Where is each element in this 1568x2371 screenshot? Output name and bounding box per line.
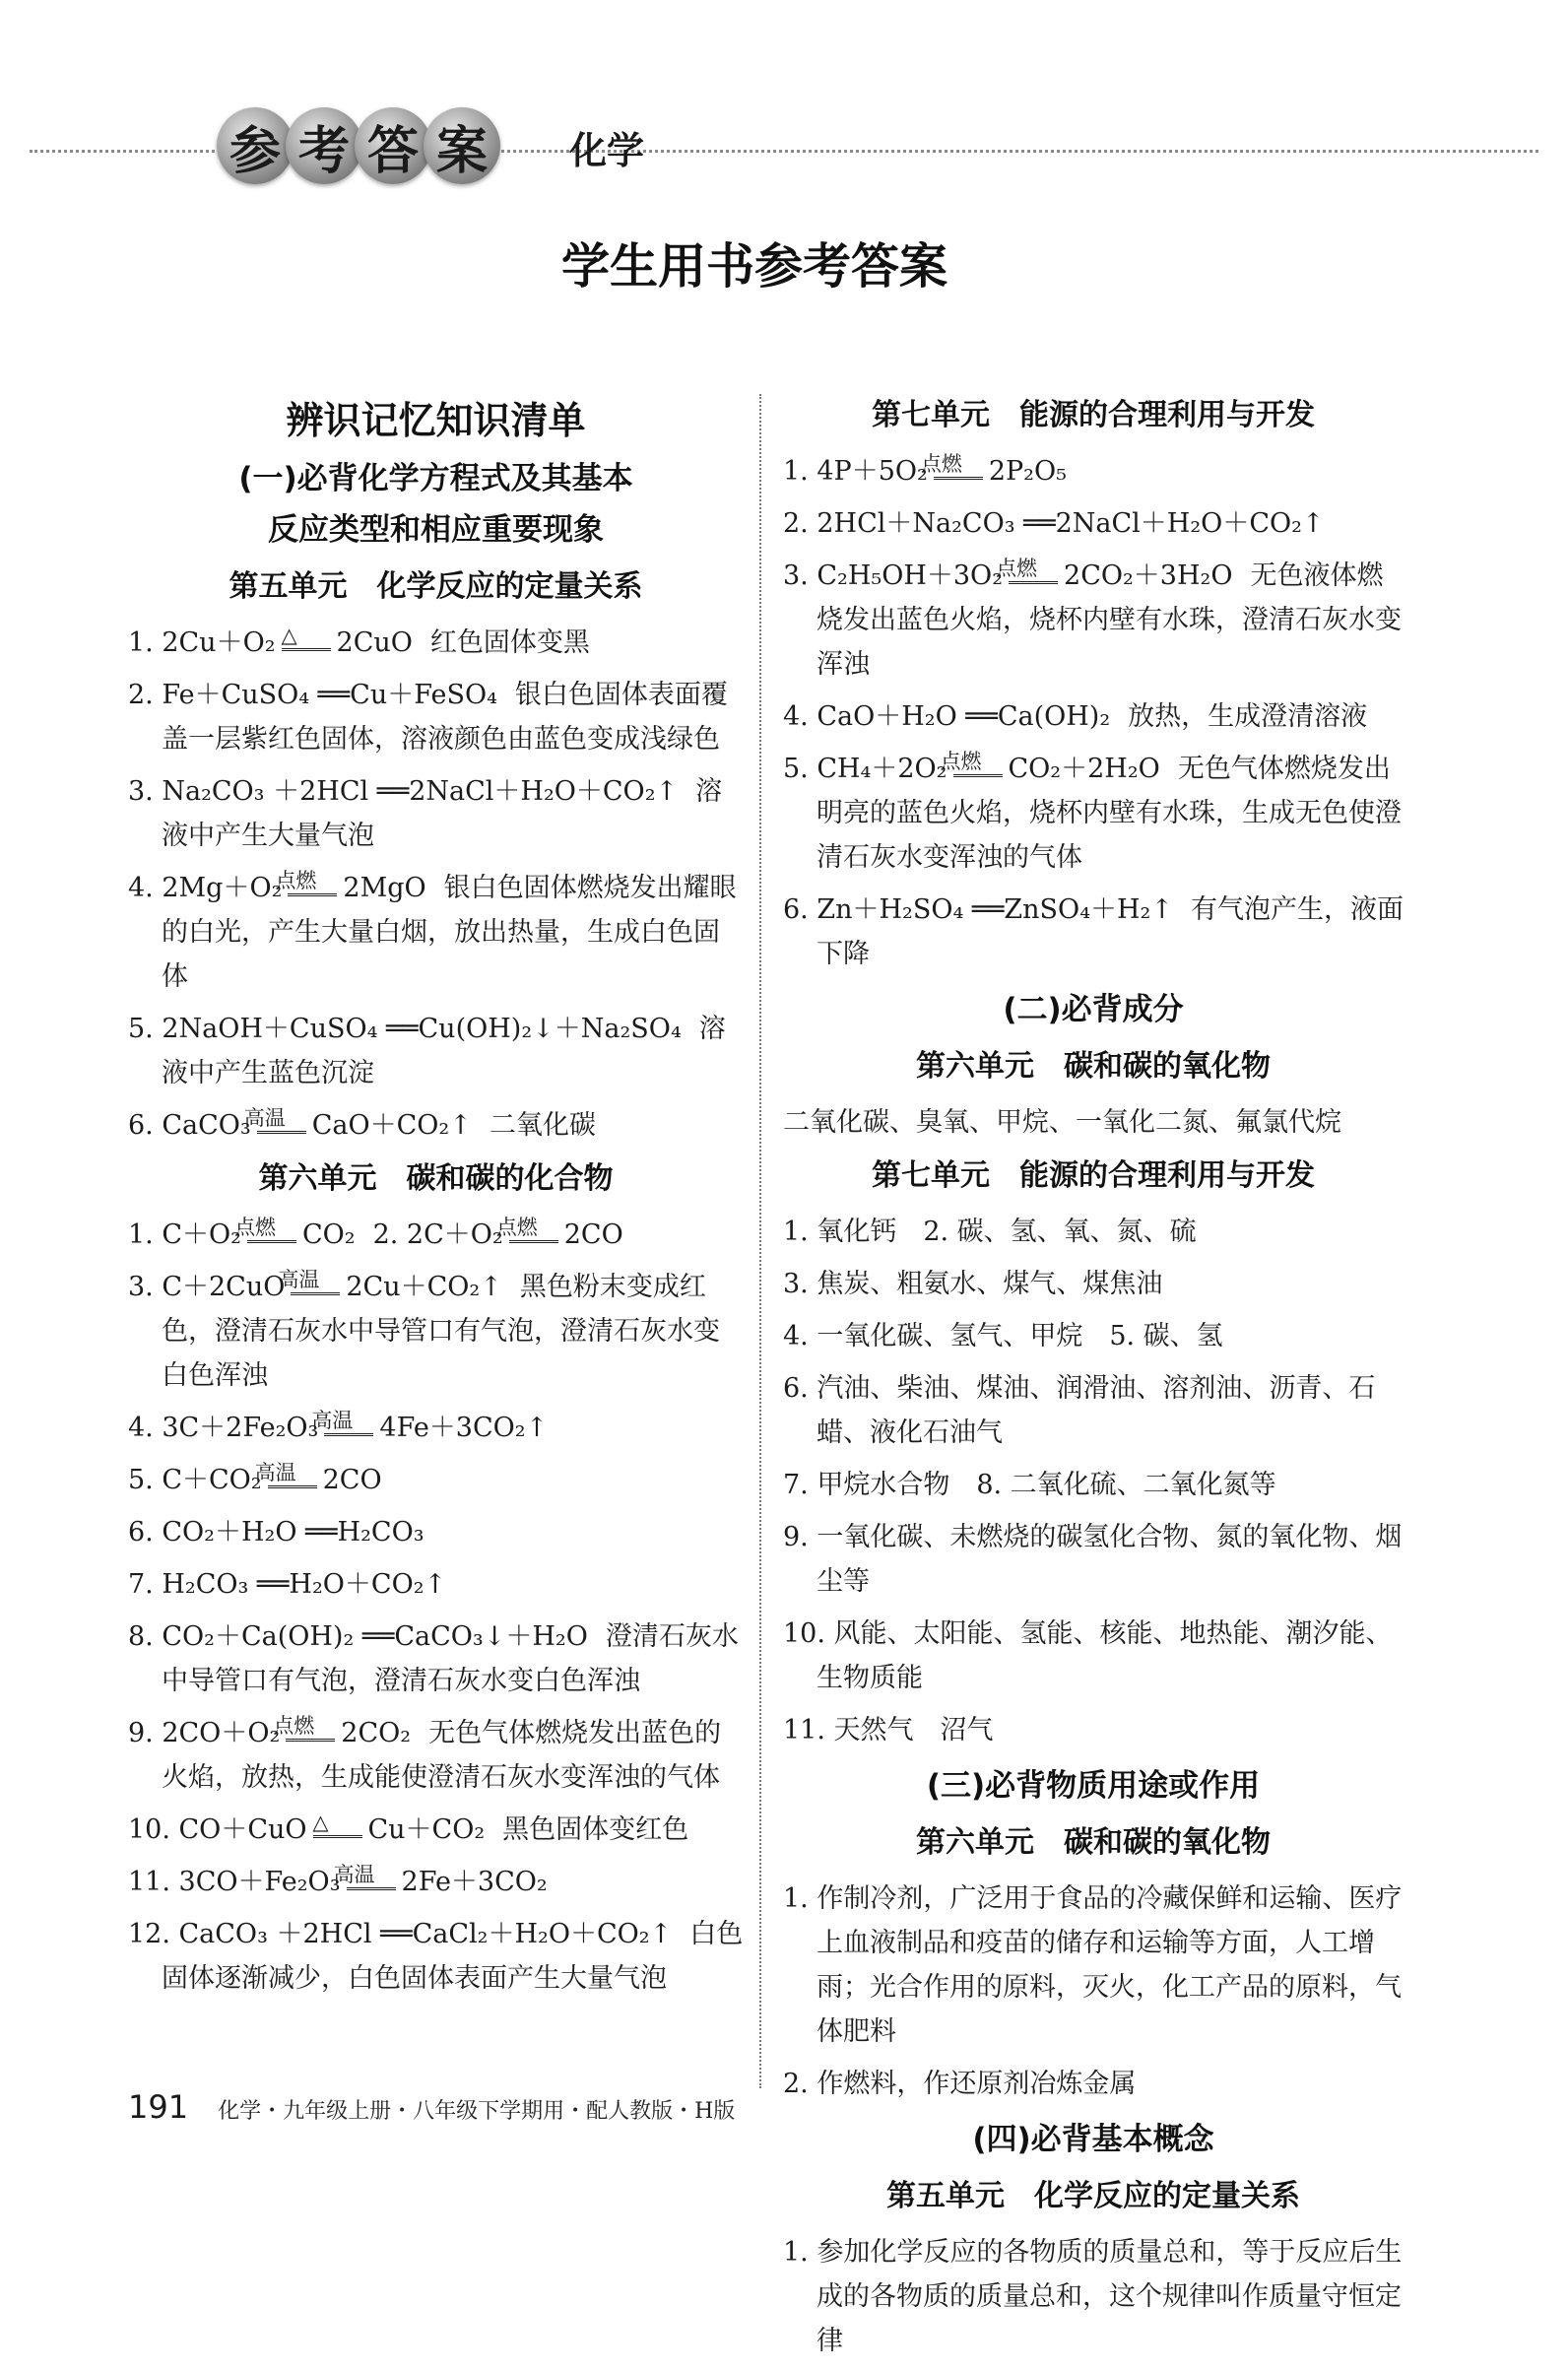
column-divider: [759, 394, 761, 2088]
equation-reactants: 3. C＋2CuO: [128, 1272, 286, 1302]
equation-reactants: 9. 2CO＋O₂: [128, 1718, 281, 1748]
phenomenon: 无色液体燃烧发出蓝色火焰，烧杯内壁有水珠，澄清石灰水变浑浊: [817, 560, 1402, 680]
equation-reactants: 5. CH₄＋2O₂: [783, 754, 947, 784]
equation-entry: [128, 673, 744, 761]
part4-heading: (四)必背基本概念: [972, 2122, 1214, 2157]
answer-key-logo: [217, 99, 492, 193]
reaction-condition: 点燃: [247, 1218, 296, 1243]
equation: 6. Zn＋H₂SO₄ ══ZnSO₄＋H₂↑: [783, 894, 1174, 925]
equation-reactants: 1. 2Cu＋O₂: [128, 627, 276, 658]
phenomenon: 放热，生成澄清溶液: [1128, 701, 1368, 732]
equation-entry: [128, 1562, 744, 1607]
equation-entry: [128, 1406, 744, 1450]
page-number: 191: [128, 2088, 189, 2126]
equation-products: 2CO₂: [341, 1718, 412, 1748]
page-footer: [128, 2088, 1408, 2128]
answer-item: 11. 天然气 沼气: [783, 1715, 994, 1745]
reaction-condition: 点燃: [1009, 559, 1058, 584]
book-info: 化学・九年级上册・八年级下学期用・配人教版・H版: [218, 2099, 736, 2124]
answer-item: 1. 作制冷剂，广泛用于食品的冷藏保鲜和运输、医疗上血液制品和疫苗的储存和运输等方面，人工增雨；光合作用的原料，灭火，化工产品的原料，气体肥料: [783, 1883, 1403, 2047]
equation-reactants: 5. C＋CO₂: [128, 1465, 262, 1495]
equation-entry: [128, 1912, 744, 2001]
equation-entry: [128, 1510, 744, 1554]
phenomenon: 二氧化碳: [489, 1110, 596, 1141]
part2-heading: (二)必背成分: [1003, 992, 1184, 1027]
equation-entry: [783, 694, 1404, 739]
equation-products: 2CuO: [336, 627, 413, 658]
phenomenon: 银白色固体燃烧发出耀眼的白光，产生大量白烟，放出热量，生成白色固体: [162, 873, 737, 992]
phenomenon: 有气泡产生，液面下降: [817, 894, 1405, 969]
reaction-condition: 高温: [291, 1270, 340, 1295]
part3-unit-title: 第六单元 碳和碳的氧化物: [916, 1825, 1271, 1860]
phenomenon: 白色固体逐渐减少，白色固体表面产生大量气泡: [162, 1919, 744, 1994]
equation-reactants: 4. 3C＋2Fe₂O₃: [128, 1413, 319, 1443]
equation: 3. Na₂CO₃ ＋2HCl ══2NaCl＋H₂O＋CO₂↑: [128, 776, 679, 807]
phenomenon: 溶液中产生蓝色沉淀: [162, 1014, 726, 1088]
answer-item: 9. 一氧化碳、未燃烧的碳氢化合物、氮的氧化物、烟尘等: [783, 1522, 1403, 1597]
reaction-condition: 点燃: [953, 752, 1003, 777]
equation-entry: [128, 1860, 744, 1904]
logo-char-1: 参: [217, 107, 294, 184]
equation-entry: [128, 1458, 744, 1502]
equation: 5. 2NaOH＋CuSO₄ ══Cu(OH)₂↓＋Na₂SO₄: [128, 1014, 682, 1044]
equation-entry: [783, 554, 1404, 687]
answer-item: 1. 氧化钙 2. 碳、氢、氧、氮、硫: [783, 1217, 1197, 1247]
answer-item: 6. 汽油、柴油、煤油、润滑油、溶剂油、沥青、石蜡、液化石油气: [783, 1373, 1376, 1448]
equation: 4. CaO＋H₂O ══Ca(OH)₂: [783, 701, 1111, 732]
part2-unit7-title: 第七单元 能源的合理利用与开发: [872, 1158, 1315, 1193]
left-column: [128, 392, 744, 2009]
equation-reactants: 1. 4P＋5O₂: [783, 456, 928, 487]
phenomenon: 溶液中产生大量气泡: [162, 776, 723, 851]
equation-entry: [128, 1103, 744, 1148]
equation-products: 2CO: [563, 1219, 623, 1250]
phenomenon: 银白色固体表面覆盖一层紫红色固体，溶液颜色由蓝色变成浅绿色: [162, 680, 728, 755]
equation-reactants: 2. 2C＋O₂: [372, 1219, 503, 1250]
part3-heading: (三)必背物质用途或作用: [926, 1768, 1261, 1804]
phenomenon: 无色气体燃烧发出蓝色的火焰，放热，生成能使澄清石灰水变浑浊的气体: [162, 1718, 722, 1793]
reaction-condition: 高温: [324, 1411, 373, 1436]
equation-entry: [783, 449, 1404, 494]
reaction-condition: 高温: [257, 1108, 306, 1134]
answer-item: 2. 作燃料，作还原剂冶炼金属: [783, 2069, 1137, 2099]
subsection-heading-line2: 反应类型和相应重要现象: [268, 512, 604, 548]
equation-products: 2Fe＋3CO₂: [401, 1867, 548, 1897]
reaction-condition: 点燃: [509, 1218, 558, 1243]
section-heading: 辨识记忆知识清单: [286, 399, 586, 442]
equation: 2. 2HCl＋Na₂CO₃ ══2NaCl＋H₂O＋CO₂↑: [783, 508, 1325, 539]
reaction-condition: △: [313, 1812, 362, 1838]
equation-products: 2Cu＋CO₂↑: [346, 1272, 502, 1302]
equation: 8. CO₂＋Ca(OH)₂ ══CaCO₃↓＋H₂O: [128, 1621, 588, 1652]
equation-reactants: 4. 2Mg＋O₂: [128, 873, 283, 903]
page-title: 学生用书参考答案: [560, 238, 947, 295]
equation: 7. H₂CO₃ ══H₂O＋CO₂↑: [128, 1569, 447, 1600]
equation-entry: [128, 621, 744, 665]
equation-entry: [128, 1808, 744, 1852]
answer-item: 10. 风能、太阳能、氢能、核能、地热能、潮汐能、生物质能: [783, 1618, 1393, 1693]
equation-products: 2CO: [322, 1465, 382, 1495]
equation-products: CaO＋CO₂↑: [311, 1110, 472, 1141]
part4-unit-title: 第五单元 化学反应的定量关系: [886, 2179, 1300, 2213]
equation-products: 2CO₂＋3H₂O: [1064, 560, 1233, 591]
reaction-condition: △: [282, 626, 331, 651]
equation-products: 2P₂O₅: [988, 456, 1067, 487]
reaction-condition: 高温: [347, 1865, 396, 1890]
part2-unit6-title: 第六单元 碳和碳的氧化物: [916, 1049, 1271, 1084]
right-column: [783, 392, 1404, 2371]
equation-products: CO₂＋2H₂O: [1008, 754, 1160, 784]
equation-entry: [128, 1711, 744, 1800]
logo-char-2: 考: [286, 107, 362, 184]
equation-reactants: 11. 3CO＋Fe₂O₃: [128, 1867, 341, 1897]
equation: 6. CO₂＋H₂O ══H₂CO₃: [128, 1517, 425, 1548]
answer-text: 二氧化碳、臭氧、甲烷、一氧化二氮、氟氯代烷: [783, 1107, 1341, 1138]
equation-reactants: 10. CO＋CuO: [128, 1814, 307, 1845]
answer-item: 1. 参加化学反应的各物质的质量总和，等于反应后生成的各物质的质量总和，这个规律叫作质量守恒定律: [783, 2237, 1403, 2356]
equation-entry: [128, 866, 744, 999]
subsection-heading-line1: (一)必背化学方程式及其基本: [238, 461, 633, 496]
equation-entry: [128, 1614, 744, 1703]
equation-entry: [128, 1213, 744, 1257]
equation-reactants: 1. C＋O₂: [128, 1219, 241, 1250]
unit6-title: 第六单元 碳和碳的化合物: [258, 1161, 614, 1196]
reaction-condition: 点燃: [934, 454, 983, 480]
equation-products: CO₂: [301, 1219, 356, 1250]
equation-entry: [783, 888, 1404, 976]
equation: 12. CaCO₃ ＋2HCl ══CaCl₂＋H₂O＋CO₂↑: [128, 1919, 673, 1949]
phenomenon: 澄清石灰水中导管口有气泡，澄清石灰水变白色浑浊: [162, 1621, 739, 1696]
equation-reactants: 6. CaCO₃: [128, 1110, 251, 1141]
subject-label: 化学: [569, 129, 645, 172]
equation-entry: [783, 747, 1404, 880]
answer-item: 3. 焦炭、粗氨水、煤气、煤焦油: [783, 1269, 1163, 1299]
logo-char-3: 答: [355, 107, 431, 184]
unit7-title: 第七单元 能源的合理利用与开发: [872, 398, 1315, 432]
reaction-condition: 点燃: [286, 1716, 335, 1742]
equation-entry: [128, 1265, 744, 1398]
unit5-title: 第五单元 化学反应的定量关系: [229, 569, 643, 604]
equation-products: Cu＋CO₂: [367, 1814, 486, 1845]
equation-entry: [783, 501, 1404, 546]
phenomenon: 无色气体燃烧发出明亮的蓝色火焰，烧杯内壁有水珠，生成无色使澄清石灰水变浑浊的气体: [817, 754, 1402, 873]
equation-entry: [128, 769, 744, 858]
phenomenon: 红色固体变黑: [429, 627, 590, 658]
reaction-condition: 点燃: [288, 871, 337, 896]
equation-products: 4Fe＋3CO₂↑: [379, 1413, 549, 1443]
phenomenon: 黑色粉末变成红色，澄清石灰水中导管口有气泡，澄清石灰水变白色浑浊: [162, 1272, 720, 1391]
equation-products: 2MgO: [343, 873, 426, 903]
logo-char-4: 案: [424, 107, 500, 184]
equation-reactants: 3. C₂H₅OH＋3O₂: [783, 560, 1004, 591]
phenomenon: 黑色固体变红色: [502, 1814, 689, 1845]
reaction-condition: 高温: [268, 1463, 317, 1488]
answer-item: 7. 甲烷水合物 8. 二氧化硫、二氧化氮等: [783, 1470, 1276, 1500]
equation-entry: [128, 1007, 744, 1095]
answer-item: 4. 一氧化碳、氢气、甲烷 5. 碳、氢: [783, 1321, 1223, 1351]
equation: 2. Fe＋CuSO₄ ══Cu＋FeSO₄: [128, 680, 497, 710]
